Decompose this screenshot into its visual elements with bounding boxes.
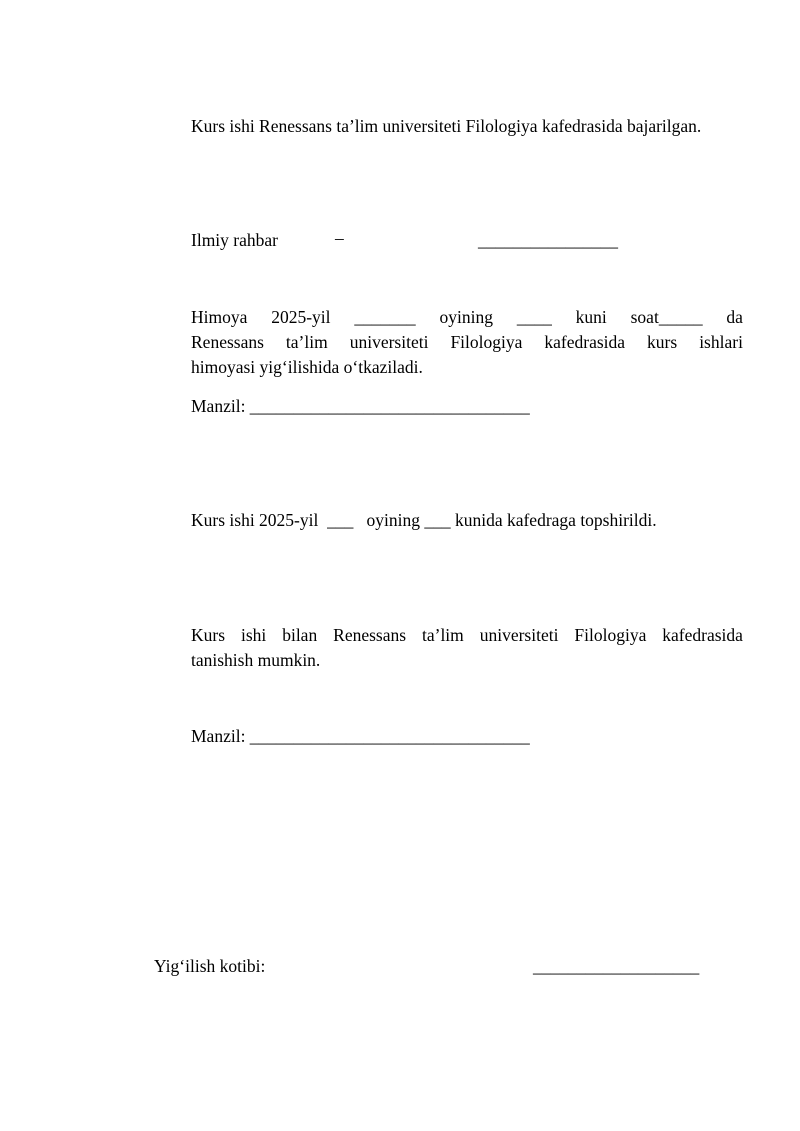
word: kurs	[647, 332, 678, 352]
intro-text: Kurs ishi Renessans ta’lim universiteti Filologiya kafedrasida bajarilgan.	[191, 116, 702, 136]
familiarize-line-2: tanishish mumkin.	[191, 650, 321, 670]
blank-line: _______	[354, 307, 416, 327]
word: Renessans	[333, 625, 407, 645]
word: ta’lim	[285, 332, 328, 352]
word: 2025-yil	[271, 307, 331, 327]
word: oyining	[439, 307, 493, 327]
secretary-signature-line: ___________________	[533, 956, 700, 976]
supervisor-signature-line: ________________	[478, 230, 618, 250]
word: kafedrasida	[662, 625, 743, 645]
word: kuni	[575, 307, 607, 327]
address-line-2: Manzil: ________________________________	[191, 726, 530, 746]
word: kafedrasida	[544, 332, 626, 352]
address-line-1: Manzil: ________________________________	[191, 396, 530, 416]
word: universiteti	[479, 625, 559, 645]
defense-line-3: himoyasi yig‘ilishida o‘tkaziladi.	[191, 357, 423, 377]
supervisor-dash: –	[335, 228, 344, 248]
word: ishlari	[699, 332, 743, 352]
word: ishi	[240, 625, 267, 645]
word: universiteti	[349, 332, 429, 352]
defense-line-1	[191, 305, 743, 330]
word: da	[726, 307, 743, 327]
word: Renessans	[191, 332, 264, 352]
submission-text: Kurs ishi 2025-yil ___ oyining ___ kunida kafedraga topshirildi.	[191, 510, 657, 530]
word: Filologiya	[450, 332, 523, 352]
familiarize-line-1	[191, 623, 743, 648]
defense-line-2	[191, 330, 743, 355]
familiarize-paragraph	[191, 623, 743, 673]
supervisor-label: Ilmiy rahbar	[191, 230, 278, 250]
secretary-label: Yig‘ilish kotibi:	[154, 956, 266, 976]
blank-line: ____	[516, 307, 552, 327]
word: Filologiya	[574, 625, 647, 645]
word: ta’lim	[421, 625, 464, 645]
word: soat_____	[630, 307, 703, 327]
defense-paragraph	[191, 305, 743, 380]
word: Himoya	[191, 307, 248, 327]
word: bilan	[282, 625, 318, 645]
word: Kurs	[191, 625, 226, 645]
